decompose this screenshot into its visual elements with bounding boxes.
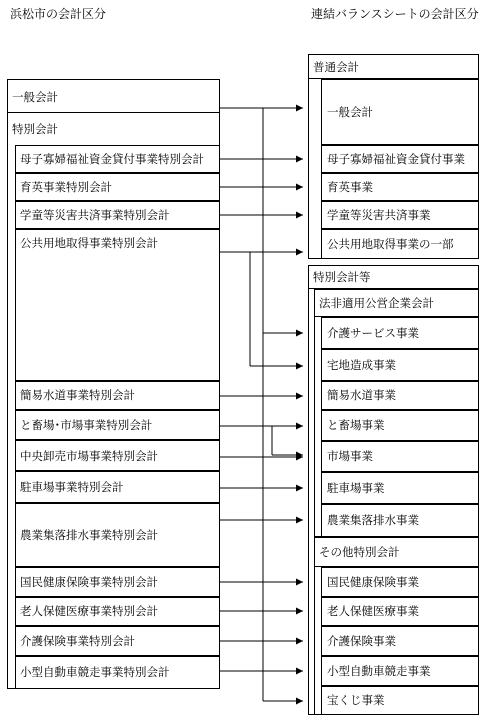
right-item-label: 母子寡婦福祉資金貸付事業 [327,152,465,166]
right-item-label: 育英事業 [327,180,373,194]
right-ordinary-label: 普通会計 [313,60,359,74]
right-item-label: 駐車場事業 [327,481,385,495]
right-item-label: 簡易水道事業 [327,388,396,402]
left-item-label: 簡易水道事業特別会計 [20,388,135,402]
left-item-label: 老人保健医療事業特別会計 [20,604,158,618]
right-item-label: 老人保健医療事業 [327,604,419,618]
right-item-label: 宝くじ事業 [327,693,385,707]
right-item-label: 小型自動車競走事業 [327,664,431,678]
right-item-label: 介護サービス事業 [327,326,419,340]
left-item-label: 公共用地取得事業特別会計 [20,236,158,250]
right-item-label: と畜場事業 [327,418,385,432]
left-general-label: 一般会計 [12,90,58,104]
left-item-label: 中央卸売市場事業特別会計 [20,449,158,463]
right-nonapplied-label: 法非適用公営企業会計 [319,296,434,310]
right-item-label: 学童等災害共済事業 [327,208,431,222]
right-item-label: 市場事業 [327,449,373,463]
right-item-label: 一般会計 [327,105,373,119]
left-item-label: 国民健康保険事業特別会計 [20,575,158,589]
left-item-label: 育英事業特別会計 [20,180,112,194]
left-item-label: 小型自動車競走事業特別会計 [20,665,170,679]
right-other-label: その他特別会計 [319,545,400,559]
right-item-label: 農業集落排水事業 [327,513,419,527]
left-item-label: 農業集落排水事業特別会計 [20,528,158,542]
right-header: 連結バランスシートの会計区分 [311,7,479,21]
left-item-label: 母子寡婦福祉資金貸付事業特別会計 [20,152,204,166]
right-item-label: 国民健康保険事業 [327,575,419,589]
left-header: 浜松市の会計区分 [10,7,107,21]
right-special-label: 特別会計等 [313,270,371,284]
right-item-label: 介護保険事業 [327,634,396,648]
left-special-label: 特別会計 [12,122,58,136]
right-item-label: 宅地造成事業 [327,358,396,372]
left-item-label: 介護保険事業特別会計 [20,634,135,648]
left-item-label: 学童等災害共済事業特別会計 [20,208,170,222]
right-item-label: 公共用地取得事業の一部 [327,237,454,251]
left-item-label: と畜場･市場事業特別会計 [20,418,153,432]
left-item-label: 駐車場事業特別会計 [20,480,124,494]
